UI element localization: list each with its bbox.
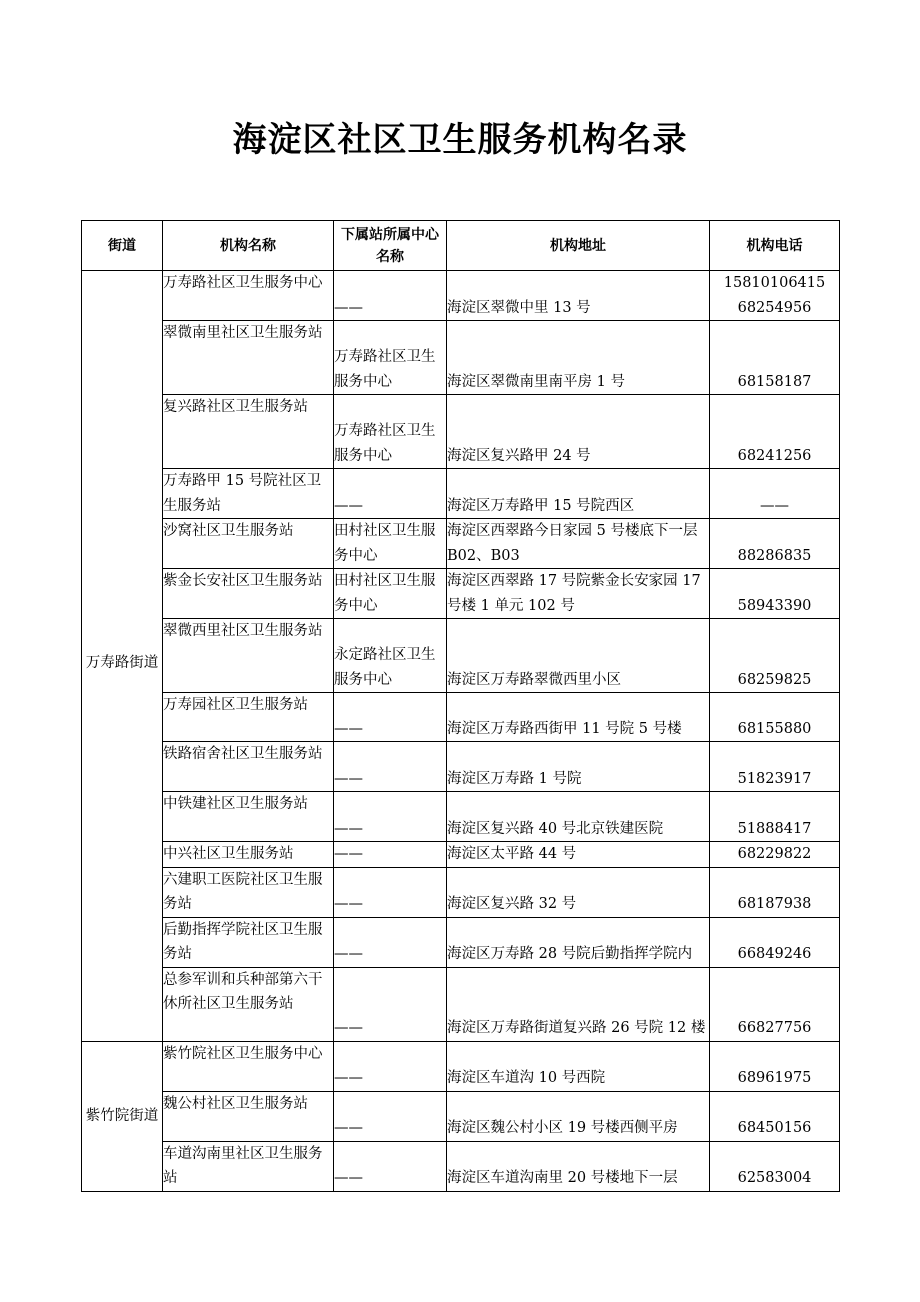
institution-name-cell-text: 沙窝社区卫生服务站 bbox=[163, 523, 294, 539]
phone-cell bbox=[710, 569, 840, 619]
parent-center-cell-text: —— bbox=[334, 1120, 363, 1136]
phone-cell bbox=[710, 967, 840, 1041]
phone-cell-text: 58943390 bbox=[737, 597, 812, 614]
header-center: 下属站所属中心名称 bbox=[334, 221, 447, 271]
institution-name-cell bbox=[163, 792, 334, 842]
phone-cell-text: 68450156 bbox=[737, 1120, 812, 1136]
address-cell bbox=[447, 742, 710, 792]
institution-name-cell-text: 总参军训和兵种部第六干休所社区卫生服务站 bbox=[163, 971, 323, 1012]
parent-center-cell-text: —— bbox=[334, 820, 363, 837]
address-cell-text: 海淀区翠微南里南平房 1 号 bbox=[447, 373, 625, 390]
institution-name-cell bbox=[163, 867, 334, 917]
institution-name-cell bbox=[163, 619, 334, 693]
address-cell bbox=[447, 842, 710, 868]
parent-center-cell bbox=[334, 1091, 447, 1141]
institution-name-cell bbox=[163, 693, 334, 742]
institution-name-cell bbox=[163, 271, 334, 321]
institution-name-cell bbox=[163, 967, 334, 1041]
parent-center-cell bbox=[334, 519, 447, 569]
header-name: 机构名称 bbox=[163, 221, 334, 271]
table-row bbox=[82, 917, 840, 967]
phone-cell bbox=[710, 469, 840, 519]
table-row bbox=[82, 1141, 840, 1191]
address-cell bbox=[447, 395, 710, 469]
address-cell bbox=[447, 519, 710, 569]
parent-center-cell bbox=[334, 792, 447, 842]
phone-cell-text: 51823917 bbox=[737, 770, 812, 787]
phone-cell-text: —— bbox=[760, 497, 789, 514]
parent-center-cell-text: 田村社区卫生服务中心 bbox=[334, 573, 436, 614]
phone-cell-text: 68259825 bbox=[737, 671, 812, 688]
address-cell-text: 海淀区万寿路街道复兴路 26 号院 12 楼 bbox=[447, 1020, 706, 1036]
phone-cell bbox=[710, 1091, 840, 1141]
address-cell bbox=[447, 271, 710, 321]
header-street: 街道 bbox=[82, 221, 163, 271]
address-cell bbox=[447, 917, 710, 967]
institution-name-cell-text: 翠微西里社区卫生服务站 bbox=[163, 623, 323, 639]
address-cell-text: 海淀区复兴路 32 号 bbox=[447, 896, 577, 912]
parent-center-cell-text: —— bbox=[334, 1170, 363, 1186]
table-row bbox=[82, 569, 840, 619]
parent-center-cell bbox=[334, 867, 447, 917]
institution-name-cell-text: 紫金长安社区卫生服务站 bbox=[163, 573, 323, 589]
parent-center-cell-text: —— bbox=[334, 896, 363, 912]
phone-cell bbox=[710, 742, 840, 792]
address-cell bbox=[447, 1041, 710, 1091]
street-cell: 万寿路街道 bbox=[82, 271, 163, 1042]
parent-center-cell bbox=[334, 321, 447, 395]
phone-cell bbox=[710, 1041, 840, 1091]
parent-center-cell-text: —— bbox=[334, 1070, 363, 1086]
parent-center-cell-text: 田村社区卫生服务中心 bbox=[334, 523, 436, 564]
table-row bbox=[82, 519, 840, 569]
phone-cell bbox=[710, 693, 840, 742]
table-row bbox=[82, 619, 840, 693]
institution-name-cell bbox=[163, 842, 334, 868]
parent-center-cell bbox=[334, 693, 447, 742]
table-row bbox=[82, 967, 840, 1041]
address-cell bbox=[447, 967, 710, 1041]
institution-name-cell bbox=[163, 469, 334, 519]
institution-name-cell bbox=[163, 395, 334, 469]
phone-cell bbox=[710, 867, 840, 917]
institution-name-cell-text: 铁路宿舍社区卫生服务站 bbox=[163, 746, 323, 762]
institution-name-cell bbox=[163, 742, 334, 792]
parent-center-cell-text: —— bbox=[334, 846, 363, 862]
address-cell-text: 海淀区翠微中里 13 号 bbox=[447, 299, 591, 316]
institution-name-cell-text: 复兴路社区卫生服务站 bbox=[163, 399, 308, 415]
phone-cell-text: 68155880 bbox=[737, 720, 812, 737]
institution-name-cell-text: 车道沟南里社区卫生服务站 bbox=[163, 1145, 323, 1186]
parent-center-cell-text: 万寿路社区卫生服务中心 bbox=[334, 349, 436, 390]
address-cell bbox=[447, 619, 710, 693]
parent-center-cell bbox=[334, 569, 447, 619]
phone-cell bbox=[710, 842, 840, 868]
parent-center-cell-text: —— bbox=[334, 1020, 363, 1036]
address-cell-text: 海淀区太平路 44 号 bbox=[447, 846, 577, 862]
parent-center-cell bbox=[334, 917, 447, 967]
parent-center-cell-text: —— bbox=[334, 946, 363, 962]
header-row bbox=[82, 221, 840, 271]
institution-name-cell bbox=[163, 321, 334, 395]
address-cell bbox=[447, 321, 710, 395]
institution-name-cell-text: 六建职工医院社区卫生服务站 bbox=[163, 871, 323, 912]
page-title: 海淀区社区卫生服务机构名录 bbox=[232, 120, 688, 160]
institution-name-cell bbox=[163, 1141, 334, 1191]
address-cell-text: 海淀区复兴路 40 号北京铁建医院 bbox=[447, 820, 664, 837]
phone-cell-text: 68187938 bbox=[737, 896, 812, 912]
parent-center-cell-text: —— bbox=[334, 497, 363, 514]
parent-center-cell bbox=[334, 469, 447, 519]
institution-name-cell bbox=[163, 917, 334, 967]
phone-cell bbox=[710, 519, 840, 569]
table-row bbox=[82, 842, 840, 868]
institution-name-cell-text: 万寿路社区卫生服务中心 bbox=[163, 275, 323, 291]
phone-cell-text: 66827756 bbox=[737, 1020, 812, 1036]
parent-center-cell bbox=[334, 1041, 447, 1091]
phone-cell bbox=[710, 619, 840, 693]
parent-center-cell bbox=[334, 742, 447, 792]
address-cell-text: 海淀区万寿路 1 号院 bbox=[447, 770, 582, 787]
phone-cell-text: 68241256 bbox=[737, 447, 812, 464]
table-row bbox=[82, 867, 840, 917]
table-row bbox=[82, 1091, 840, 1141]
phone-cell-text: 66849246 bbox=[737, 946, 812, 962]
header-address: 机构地址 bbox=[447, 221, 710, 271]
address-cell bbox=[447, 1091, 710, 1141]
institution-name-cell bbox=[163, 519, 334, 569]
address-cell-text: 海淀区万寿路西街甲 11 号院 5 号楼 bbox=[447, 720, 682, 737]
header-phone: 机构电话 bbox=[710, 221, 840, 271]
table-row bbox=[82, 469, 840, 519]
parent-center-cell-text: —— bbox=[334, 299, 363, 316]
table-body bbox=[82, 271, 840, 1192]
street-cell: 紫竹院街道 bbox=[82, 1041, 163, 1191]
parent-center-cell bbox=[334, 395, 447, 469]
phone-cell-text: 62583004 bbox=[737, 1170, 812, 1186]
parent-center-cell bbox=[334, 967, 447, 1041]
phone-cell bbox=[710, 321, 840, 395]
address-cell-text: 海淀区车道沟南里 20 号楼地下一层 bbox=[447, 1170, 678, 1186]
address-cell-text: 海淀区魏公村小区 19 号楼西侧平房 bbox=[447, 1120, 678, 1136]
institution-name-cell bbox=[163, 1041, 334, 1091]
phone-cell-text: 68961975 bbox=[737, 1070, 812, 1086]
address-cell bbox=[447, 469, 710, 519]
address-cell bbox=[447, 569, 710, 619]
institution-name-cell-text: 后勤指挥学院社区卫生服务站 bbox=[163, 921, 323, 962]
table-row bbox=[82, 321, 840, 395]
phone-cell bbox=[710, 395, 840, 469]
institution-name-cell-text: 紫竹院社区卫生服务中心 bbox=[163, 1045, 323, 1062]
address-cell-text: 海淀区万寿路 28 号院后勤指挥学院内 bbox=[447, 946, 693, 962]
institution-name-cell-text: 翠微南里社区卫生服务站 bbox=[163, 325, 323, 341]
address-cell-text: 海淀区万寿路甲 15 号院西区 bbox=[447, 497, 635, 514]
phone-cell-text: 15810106415 68254956 bbox=[723, 275, 826, 316]
address-cell-text: 海淀区复兴路甲 24 号 bbox=[447, 447, 591, 464]
address-cell-text: 海淀区西翠路今日家园 5 号楼底下一层 B02、B03 bbox=[447, 523, 698, 564]
institution-name-cell bbox=[163, 569, 334, 619]
parent-center-cell-text: —— bbox=[334, 770, 363, 787]
parent-center-cell-text: 永定路社区卫生服务中心 bbox=[334, 647, 436, 688]
institution-name-cell-text: 中铁建社区卫生服务站 bbox=[163, 796, 308, 812]
phone-cell bbox=[710, 792, 840, 842]
phone-cell-text: 68229822 bbox=[737, 846, 812, 862]
parent-center-cell bbox=[334, 1141, 447, 1191]
phone-cell-text: 68158187 bbox=[737, 373, 812, 390]
address-cell-text: 海淀区车道沟 10 号西院 bbox=[447, 1070, 606, 1086]
parent-center-cell bbox=[334, 619, 447, 693]
phone-cell-text: 51888417 bbox=[737, 820, 812, 837]
table-row bbox=[82, 742, 840, 792]
table-row bbox=[82, 693, 840, 742]
table-row bbox=[82, 271, 840, 321]
phone-cell bbox=[710, 917, 840, 967]
institution-name-cell-text: 中兴社区卫生服务站 bbox=[163, 846, 294, 862]
table-row bbox=[82, 395, 840, 469]
address-cell bbox=[447, 1141, 710, 1191]
address-cell-text: 海淀区西翠路 17 号院紫金长安家园 17 号楼 1 单元 102 号 bbox=[447, 573, 701, 614]
directory-table bbox=[81, 220, 840, 1192]
institution-name-cell bbox=[163, 1091, 334, 1141]
phone-cell bbox=[710, 271, 840, 321]
institution-name-cell-text: 万寿路甲 15 号院社区卫生服务站 bbox=[163, 473, 322, 514]
address-cell-text: 海淀区万寿路翠微西里小区 bbox=[447, 671, 621, 688]
institution-name-cell-text: 万寿园社区卫生服务站 bbox=[163, 697, 308, 713]
table-row bbox=[82, 792, 840, 842]
phone-cell bbox=[710, 1141, 840, 1191]
table-row bbox=[82, 1041, 840, 1091]
parent-center-cell bbox=[334, 271, 447, 321]
address-cell bbox=[447, 867, 710, 917]
parent-center-cell bbox=[334, 842, 447, 868]
address-cell bbox=[447, 693, 710, 742]
institution-name-cell-text: 魏公村社区卫生服务站 bbox=[163, 1095, 308, 1112]
parent-center-cell-text: 万寿路社区卫生服务中心 bbox=[334, 423, 436, 464]
parent-center-cell-text: —— bbox=[334, 720, 363, 737]
address-cell bbox=[447, 792, 710, 842]
phone-cell-text: 88286835 bbox=[737, 547, 812, 564]
